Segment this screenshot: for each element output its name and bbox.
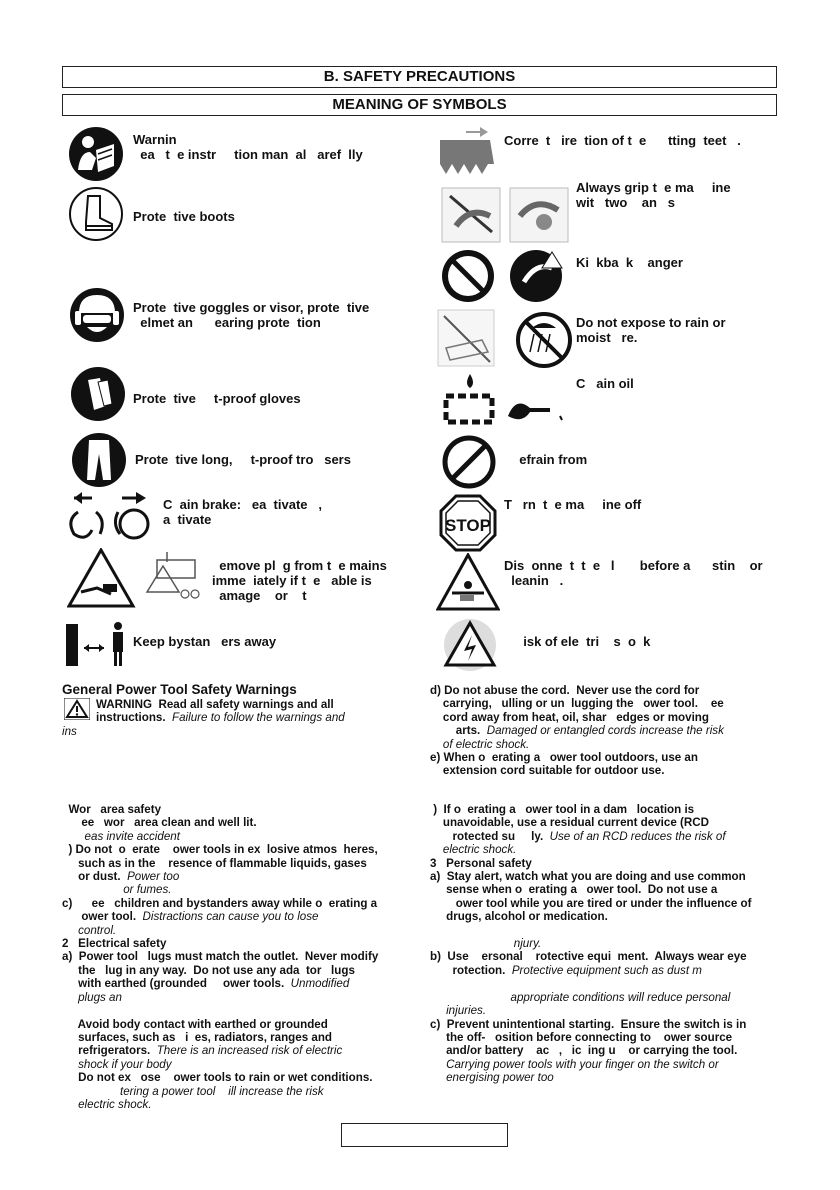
text-line: rotected su ly. Use of an RCD reduces the risk of <box>430 829 726 843</box>
text-line: Carrying power tools with your finger on the switch or <box>430 1057 719 1071</box>
text-line: 3 Personal safety <box>430 856 532 870</box>
protective-boots-icon <box>68 186 124 242</box>
symbol-label: emove pl g from t e mains imme iately if t e able is amage or t <box>212 558 387 603</box>
text-line: control. <box>62 923 117 937</box>
text-line: Avoid body contact with earthed or grounded <box>62 1017 328 1031</box>
text-line: ee wor area clean and well lit. <box>62 816 257 830</box>
symbol-label: Prote tive boots <box>133 209 235 224</box>
text-line: Do not ex ose ower tools to rain or wet conditions. <box>62 1071 373 1085</box>
disconnect-icon <box>436 553 500 613</box>
text-line: shock if your body <box>62 1057 172 1071</box>
text-line: e) When o erating a ower tool outdoors, use an <box>430 751 698 765</box>
text-line: injuries. <box>430 1004 487 1018</box>
gloves-icon <box>70 366 126 422</box>
text-line: extension cord suitable for outdoor use. <box>430 764 665 778</box>
stop-sign-text: STOP <box>445 516 491 535</box>
symbol-label: T rn t e ma ine off <box>504 497 642 512</box>
text-line: tering a power tool ill increase the risk <box>62 1084 324 1098</box>
refrain-icon <box>441 434 497 490</box>
stop-icon <box>439 494 497 552</box>
kickback-icon <box>440 248 570 304</box>
text-line: a) Stay alert, watch what you are doing and use common <box>430 870 746 884</box>
chain-brake-icon <box>64 490 154 544</box>
text-line: njury. <box>430 937 542 951</box>
remove-plug-icon <box>67 548 203 610</box>
symbol-label: Warnin ea t e instr tion man al aref lly <box>133 132 363 162</box>
text-line: or dust. Power too <box>62 870 180 884</box>
text-line: carrying, ulling or un lugging the ower tool. ee <box>430 697 724 711</box>
page-number-box <box>341 1123 508 1147</box>
text-line: plugs an <box>62 990 122 1004</box>
helmet-goggles-icon <box>69 287 125 343</box>
text-line: with earthed (grounded ower tools. Unmodified <box>62 977 350 991</box>
text-line: c) ee children and bystanders away while o erating a <box>62 896 378 910</box>
text-line: eas invite accident <box>62 829 180 843</box>
section-subtitle: MEANING OF SYMBOLS <box>62 94 777 116</box>
symbol-label: Ki kba k anger <box>576 255 683 270</box>
text-line: d) Do not abuse the cord. Never use the cord for <box>430 684 700 697</box>
symbol-label: Corre t ire tion of t e tting teet . <box>504 133 741 148</box>
read-manual-icon <box>68 126 124 182</box>
right-column-top <box>430 684 780 778</box>
warning-line: WARNING Read all safety warnings and all <box>96 698 334 711</box>
text-line: appropriate conditions will reduce personal <box>430 990 731 1004</box>
text-line: cord away from heat, oil, shar edges or moving <box>430 710 709 724</box>
text-line: sense when o erating a ower tool. Do not use a <box>430 883 718 897</box>
symbol-label: Dis onne t t e l before a stin or leanin . <box>504 558 763 588</box>
text-line <box>430 924 780 937</box>
symbol-label: C ain brake: ea tivate , a tivate <box>163 497 322 527</box>
text-line: rotection. Protective equipment such as dust m <box>430 963 702 977</box>
left-column <box>62 803 422 1111</box>
text-line: unavoidable, use a residual current device (RCD <box>430 816 709 830</box>
warning-line: ins <box>62 724 77 738</box>
text-line: drugs, alcohol or medication. <box>430 910 608 924</box>
text-line: 2 Electrical safety <box>62 937 167 951</box>
symbol-label: C ain oil <box>576 376 634 391</box>
text-line: b) Use ersonal rotective equi ment. Always wear eye <box>430 950 747 964</box>
symbol-label: Do not expose to rain or moist re. <box>576 315 726 345</box>
text-line: ower tool. Distractions can cause you to lose <box>62 910 319 924</box>
symbol-label: Keep bystan ers away <box>133 634 277 649</box>
trousers-icon <box>71 432 127 488</box>
text-line: Wor area safety <box>62 803 162 816</box>
symbol-label: Always grip t e ma ine wit two an s <box>576 180 731 210</box>
bystanders-icon <box>64 620 132 668</box>
electric-shock-icon <box>442 617 498 673</box>
text-line: ) If o erating a ower tool in a dam location is <box>430 803 695 816</box>
text-line: electric shock. <box>430 843 517 857</box>
no-rain-icon <box>436 308 576 368</box>
symbol-label: Prote tive goggles or visor, prote tive elmet an earing prote tion <box>133 300 370 330</box>
cutting-teeth-icon <box>436 124 498 182</box>
warning-line: instructions. Failure to follow the warnings and <box>96 711 345 725</box>
text-line: refrigerators. There is an increased risk of electric <box>62 1044 343 1058</box>
symbol-label: Prote tive t-proof gloves <box>133 391 301 406</box>
text-line: of electric shock. <box>430 737 530 751</box>
general-warnings-title: General Power Tool Safety Warnings <box>62 682 297 697</box>
text-line <box>430 977 780 990</box>
chain-oil-icon <box>442 372 566 428</box>
symbol-label: efrain from <box>512 452 588 467</box>
text-line: ) Do not o erate ower tools in ex losive atmos heres, <box>62 843 378 857</box>
warning-triangle-icon <box>64 698 90 720</box>
text-line: ower tool while you are tired or under the influence of <box>430 896 752 910</box>
text-line: surfaces, such as i es, radiators, ranges and <box>62 1030 332 1044</box>
text-line: and/or battery ac , ic ing u or carrying the tool. <box>430 1044 738 1058</box>
section-title: B. SAFETY PRECAUTIONS <box>62 66 777 88</box>
text-line: arts. Damaged or entangled cords increase the risk <box>430 724 724 738</box>
text-line <box>62 1004 422 1017</box>
symbol-label: isk of ele tri s o k <box>516 634 651 649</box>
text-line: the off- osition before connecting to ower source <box>430 1030 733 1044</box>
text-line: c) Prevent unintentional starting. Ensure the switch is in <box>430 1017 747 1031</box>
text-line: such as in the resence of flammable liquids, gases <box>62 856 367 870</box>
two-hands-icon <box>440 186 570 244</box>
general-warnings <box>62 682 422 738</box>
text-line: energising power too <box>430 1071 554 1085</box>
text-line: electric shock. <box>62 1097 152 1111</box>
symbol-label: Prote tive long, t-proof tro sers <box>135 452 351 467</box>
text-line: or fumes. <box>62 883 172 897</box>
right-column <box>430 803 780 1085</box>
text-line: a) Power tool lugs must match the outlet. Never modify <box>62 950 379 964</box>
text-line: the lug in any way. Do not use any ada tor lugs <box>62 963 355 977</box>
